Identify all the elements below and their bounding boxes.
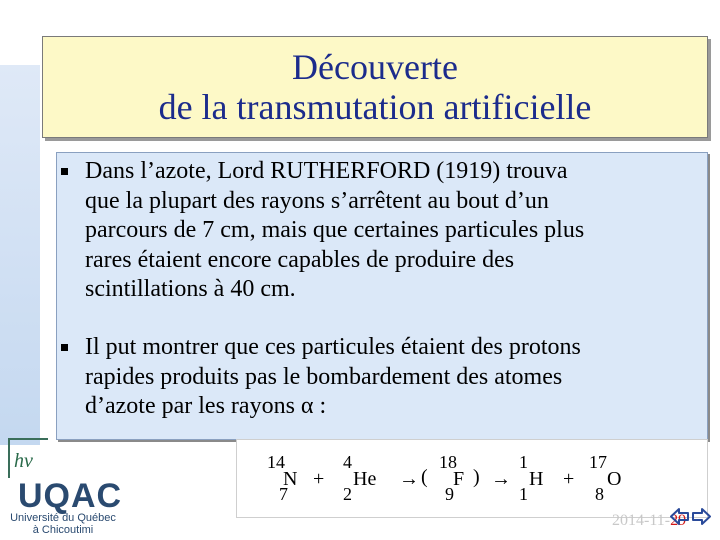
bullet-1-line-5: scintillations à 40 cm.: [85, 276, 296, 302]
bullet-2-line-1: Il put montrer que ces particules étaient des protons: [85, 334, 581, 360]
arrow-right-icon[interactable]: [691, 506, 712, 527]
fluorine-mass-number: 18: [439, 452, 457, 472]
helium-mass-number: 4: [343, 452, 352, 472]
oxygen-symbol: O: [607, 468, 622, 490]
bullet-2-line-3: d’azote par les rayons α :: [85, 393, 327, 419]
university-line-2: à Chicoutimi: [32, 524, 94, 536]
nitrogen-mass-number: 14: [267, 452, 285, 472]
bullet-1-line-2: que la plupart des rayons s’arrêtent au bout d’un: [85, 187, 549, 214]
content-panel: [56, 152, 708, 440]
reaction-arrow: →: [491, 468, 511, 490]
bullet-1-line-1: Dans l’azote, Lord RUTHERFORD (1919) trouva: [85, 158, 568, 184]
slide-title: [42, 36, 708, 138]
arrow-left-icon[interactable]: [669, 506, 690, 527]
uqac-logo: UQAC: [18, 477, 123, 515]
reaction-arrow: →: [399, 468, 419, 490]
slide-date-prefix: 2014-11-: [612, 512, 671, 529]
fluorine-symbol: F: [453, 468, 465, 490]
helium-symbol: He: [353, 468, 377, 490]
hydrogen-symbol: H: [529, 468, 544, 490]
university-line-1: Université du Québec: [10, 512, 116, 524]
bullet-1-line-3: parcours de 7 cm, mais que certaines particules plus: [85, 217, 585, 243]
open-paren: (: [421, 466, 428, 488]
bullet-square-icon: [61, 168, 68, 175]
bullet-square-icon: [61, 344, 68, 351]
hydrogen-atomic-number: 1: [519, 484, 528, 504]
left-decor-band: [0, 65, 40, 445]
nitrogen-atomic-number: 7: [279, 484, 288, 504]
bullet-item-2: [85, 333, 675, 422]
university-name: [8, 512, 118, 536]
fluorine-atomic-number: 9: [445, 484, 454, 504]
oxygen-atomic-number: 8: [595, 484, 604, 504]
title-line-1: Découverte: [292, 47, 458, 87]
nitrogen-symbol: N: [283, 468, 298, 490]
plus-sign: +: [563, 468, 575, 490]
oxygen-mass-number: 17: [589, 452, 607, 472]
helium-atomic-number: 2: [343, 484, 352, 504]
plus-sign: +: [313, 468, 325, 490]
nuclear-reaction-equation: [236, 439, 708, 518]
bullet-2-line-2: rapides produits pas le bombardement des atomes: [85, 363, 563, 390]
hv-logo: hν: [8, 438, 48, 478]
bullet-item-1: [85, 157, 675, 305]
title-line-2: de la transmutation artificielle: [158, 87, 592, 127]
hydrogen-mass-number: 1: [519, 452, 528, 472]
slide-navigation: [669, 505, 713, 527]
close-paren: ): [473, 466, 480, 488]
bullet-1-line-4: rares étaient encore capables de produire des: [85, 246, 515, 273]
slide-page-number: 29: [670, 512, 687, 529]
